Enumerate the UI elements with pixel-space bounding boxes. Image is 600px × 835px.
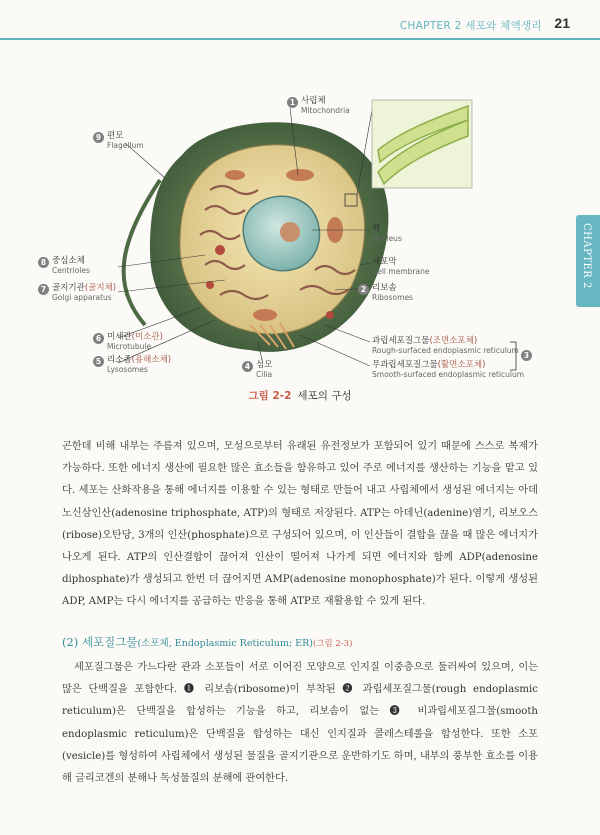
label-ko-sub: (조면소포체) <box>429 336 478 346</box>
label-en: Golgi apparatus <box>52 293 112 302</box>
header-rule <box>0 38 600 40</box>
figure-caption <box>0 388 600 403</box>
body-paragraph-2: 세포질그물은 가느다란 관과 소포들이 서로 이어진 모양으로 인지질 이중층으로 둘러싸여 있으며, 이는 많은 단백질을 포함한다. ❶ 리보솜(ribosome)이 부착된 ❷ 과립세포질그물(rough endoplasmic reticulum)은 단백질을 합성하는 기능을 하고, 리보솜이 없는 ❸ 비과립세포질그물(smooth endoplasmic reticulum)은 단백질을 합성하는 대신 인지질과 콜레스테롤을 합성한다. 또한 소포(vesicle)를 형성하여 사립체에서 생성된 물질을 골지기관으로 운반하기도 하며, 내부의 풍부한 효소를 이용해 글리코겐의 분해나 독성물질의 분해에 관여한다. <box>62 662 538 785</box>
label-en: Microtubule <box>107 342 152 351</box>
label-ko: 무과립세포질그물 <box>372 360 438 370</box>
label-ko: 과립세포질그물 <box>372 336 430 346</box>
label-flagellum <box>107 131 144 151</box>
label-ko: 미세관 <box>107 332 132 342</box>
number-badge-6: 6 <box>93 333 104 344</box>
label-mitochondria <box>301 96 350 116</box>
side-tab-label: CHAPTER 2 <box>581 223 592 289</box>
section-title: (2) 세포질그물 <box>62 635 138 649</box>
label-rough-er <box>372 336 519 356</box>
page-header <box>0 0 600 42</box>
label-en: Lysosomes <box>107 365 148 374</box>
section-figure-ref: (그림 2-3) <box>312 639 353 649</box>
label-ko-sub: (활면소포체) <box>437 360 486 370</box>
label-microtubule <box>107 332 163 352</box>
label-ko: 골지기관 <box>52 283 85 293</box>
number-badge-1: 1 <box>287 97 298 108</box>
label-ko-sub: (골지체) <box>84 283 117 293</box>
label-en: Cell membrane <box>372 267 430 276</box>
label-cilia <box>256 360 272 380</box>
number-badge-4: 4 <box>242 361 253 372</box>
label-ko-sub: (용해소체) <box>131 355 172 365</box>
number-badge-8: 8 <box>38 257 49 268</box>
section-heading <box>62 634 352 650</box>
body-paragraph-1: 곤한데 비해 내부는 주름져 있으며, 모성으로부터 유래된 유전정보가 포함되어 있기 때문에 스스로 복제가 가능하다. 또한 에너지 생산에 필요한 많은 효소들을 함유하고 있어 주로 에너지를 생산하는 기능을 맡고 있다. 세포는 산화작용을 통해 에너지를 이용할 수 있는 형태로 만들어 내고 사립체에서 생성된 에너지는 아데노신삼인산(adenosine triphosphate, ATP)의 형태로 저장된다. ATP는 아데닌(adenine)염기, 리보오스(ribose)오탄당, 3개의 인산(phosphate)으로 구성되어 있으며, 이 인산들이 결합을 끊을 때 많은 에너지가 나오게 된다. ATP의 인산결합이 끊어져 인산이 떨어져 나가게 되면 에너지와 함께 ADP(adenosine diphosphate)가 생성되고 한번 더 끊어지면 AMP(adenosine monophosphate)가 된다. 이렇게 생성된 ADP, AMP는 다시 에너지를 공급하는 반응을 통해 ATP로 재활용할 수 있게 된다. <box>62 441 538 608</box>
label-ko: 중심소체 <box>52 256 85 266</box>
number-badge-2: 2 <box>358 284 369 295</box>
number-badge-7: 7 <box>38 284 49 295</box>
page-number: 21 <box>554 15 570 31</box>
label-ko: 편모 <box>107 131 124 141</box>
label-golgi <box>52 283 116 303</box>
label-en: Smooth-surfaced endoplasmic reticulum <box>372 370 525 379</box>
label-smooth-er <box>372 360 524 380</box>
cell-figure <box>0 80 600 390</box>
caption-text: 세포의 구성 <box>297 390 352 402</box>
label-en: Nucleus <box>372 234 402 243</box>
label-en: Rough-surfaced endoplasmic reticulum <box>372 346 519 355</box>
label-centrioles <box>52 256 90 276</box>
label-ko: 세포막 <box>372 257 397 267</box>
number-badge-5: 5 <box>93 356 104 367</box>
label-en: Flagellum <box>107 141 144 150</box>
label-en: Centrioles <box>52 266 90 275</box>
label-en: Cilia <box>256 370 273 379</box>
label-en: Ribosomes <box>372 293 413 302</box>
label-ribosomes <box>372 283 413 303</box>
label-ko: 섬모 <box>256 360 273 370</box>
label-ko: 리보솜 <box>372 283 397 293</box>
running-title: CHAPTER 2 세포와 체액생리 <box>399 20 542 32</box>
label-ko: 리소좀 <box>107 355 132 365</box>
label-ko: 사립체 <box>301 96 326 106</box>
caption-figure-number: 그림 2-2 <box>248 390 292 402</box>
section-subtitle: (소포체, Endoplasmic Reticulum; ER) <box>137 638 313 649</box>
label-ko-sub: (미소관) <box>131 332 163 342</box>
label-cell-membrane <box>372 257 429 277</box>
number-badge-3: 3 <box>521 350 532 361</box>
label-lysosomes <box>107 355 171 375</box>
number-badge-9: 9 <box>93 132 104 143</box>
label-nucleus <box>372 224 402 244</box>
label-en: Mitochondria <box>301 106 350 115</box>
label-ko: 핵 <box>372 224 381 234</box>
